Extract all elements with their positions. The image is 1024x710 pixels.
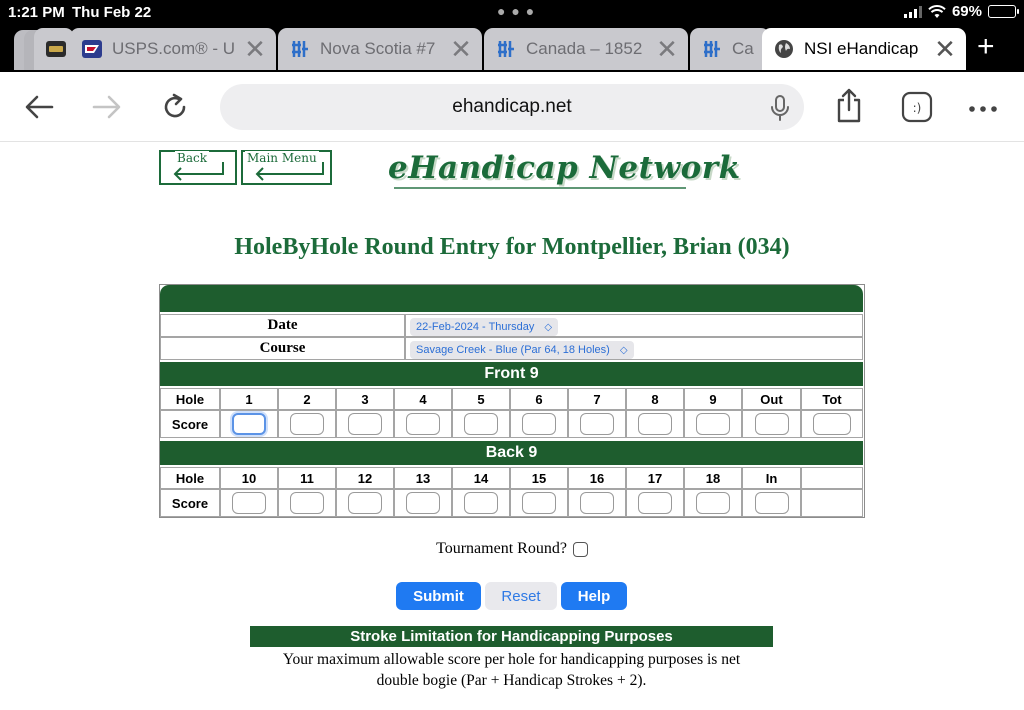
score-row-label: Score [160, 410, 220, 438]
close-tab-icon[interactable]: ✕ [656, 34, 678, 64]
back-nav-label: Back [177, 151, 207, 165]
course-label: Course [160, 337, 405, 360]
battery-percent: 69% [951, 3, 982, 20]
tab-label: NSI eHandicap [804, 39, 919, 58]
score-cell [801, 410, 863, 438]
score-input[interactable] [232, 413, 266, 435]
score-cell [394, 489, 452, 517]
close-tab-icon[interactable]: ✕ [934, 34, 956, 64]
tournament-round-checkbox[interactable] [573, 542, 588, 557]
cellular-signal-icon [904, 6, 922, 18]
tab-canada[interactable] [484, 28, 688, 70]
forward-arrow-icon[interactable] [90, 90, 124, 124]
score-cell [684, 489, 742, 517]
svg-text::): :) [912, 101, 922, 115]
score-input[interactable] [580, 492, 614, 514]
hole-number: Tot [801, 388, 863, 410]
tab-ca[interactable] [690, 28, 770, 70]
score-input[interactable] [696, 413, 730, 435]
hole-number: 17 [626, 467, 684, 489]
tournament-round-label: Tournament Round? [436, 540, 567, 557]
back-arrow-icon[interactable] [22, 90, 56, 124]
score-input[interactable] [813, 413, 851, 435]
score-cell [394, 410, 452, 438]
hole-number: 14 [452, 467, 510, 489]
tournament-round-field [0, 540, 1024, 558]
status-time: 1:21 PM [8, 4, 65, 21]
close-tab-icon[interactable]: ✕ [244, 34, 266, 64]
score-cell [626, 489, 684, 517]
hole-number: 6 [510, 388, 568, 410]
hole-number: 1 [220, 388, 278, 410]
round-entry-form [159, 284, 865, 518]
score-row-label: Score [160, 489, 220, 517]
tab-stacked[interactable] [34, 28, 74, 70]
microphone-icon[interactable] [770, 95, 790, 121]
new-tab-plus-icon[interactable]: + [977, 30, 995, 63]
main-menu-nav-label: Main Menu [247, 151, 317, 165]
score-cell [510, 489, 568, 517]
hole-header-label: Hole [160, 388, 220, 410]
usps-icon [82, 39, 102, 59]
main-menu-nav-button[interactable] [241, 150, 332, 185]
globe-icon [774, 39, 794, 59]
hole-number: 3 [336, 388, 394, 410]
tab-label: USPS.com® - U [112, 39, 236, 58]
date-label: Date [160, 314, 405, 337]
score-input[interactable] [348, 492, 382, 514]
empty-cell [801, 467, 863, 489]
score-cell [510, 410, 568, 438]
tab-nova-scotia[interactable] [278, 28, 482, 70]
front-nine-band: Front 9 [160, 362, 863, 386]
share-icon[interactable] [832, 88, 866, 122]
url-text: ehandicap.net [452, 96, 572, 117]
score-input[interactable] [464, 492, 498, 514]
stroke-limitation-note [250, 649, 773, 691]
course-cell [405, 337, 863, 360]
stroke-note-line1: Your maximum allowable score per hole for handicapping purposes is net [282, 651, 741, 668]
hash-icon [702, 39, 722, 59]
battery-icon [988, 5, 1016, 18]
hole-number: 8 [626, 388, 684, 410]
course-select[interactable] [410, 341, 634, 359]
tab-usps[interactable] [70, 28, 276, 70]
score-input[interactable] [696, 492, 730, 514]
reload-icon[interactable] [158, 90, 192, 124]
score-cell [336, 410, 394, 438]
browser-toolbar [0, 72, 1024, 142]
status-bar [0, 0, 1024, 26]
more-menu-icon[interactable] [966, 92, 1000, 126]
score-cell [278, 489, 336, 517]
hole-header-label: Hole [160, 467, 220, 489]
score-input[interactable] [232, 492, 266, 514]
back-hole-row [160, 467, 863, 489]
hole-number: 12 [336, 467, 394, 489]
date-cell [405, 314, 863, 337]
hole-number: 2 [278, 388, 336, 410]
score-input[interactable] [580, 413, 614, 435]
chevron-updown-icon: ◇ [544, 321, 553, 333]
score-input[interactable] [522, 413, 556, 435]
score-input[interactable] [290, 413, 324, 435]
score-input[interactable] [522, 492, 556, 514]
tab-label: Nova Scotia #7 [320, 39, 436, 58]
score-cell [742, 410, 801, 438]
submit-button[interactable]: Submit [396, 582, 481, 610]
hash-icon [496, 39, 516, 59]
form-header-band [160, 285, 863, 312]
usps-stacked-icon [46, 39, 66, 59]
back-nine-band: Back 9 [160, 441, 863, 465]
page-title: HoleByHole Round Entry for Montpellier, Brian (034) [234, 234, 790, 260]
score-cell [568, 410, 626, 438]
hole-number: 9 [684, 388, 742, 410]
date-select[interactable] [410, 318, 558, 336]
date-row [160, 314, 863, 337]
tab-nsi-ehandicap[interactable] [762, 28, 966, 70]
score-input[interactable] [464, 413, 498, 435]
score-input[interactable] [406, 492, 440, 514]
score-cell [568, 489, 626, 517]
score-cell [452, 410, 510, 438]
score-input[interactable] [290, 492, 324, 514]
back-nav-button[interactable] [159, 150, 237, 185]
address-bar[interactable] [220, 84, 804, 130]
hole-number: 18 [684, 467, 742, 489]
front-score-row [160, 410, 863, 438]
close-tab-icon[interactable]: ✕ [450, 34, 472, 64]
wifi-icon [928, 5, 946, 19]
hole-number: 11 [278, 467, 336, 489]
score-input[interactable] [406, 413, 440, 435]
back-score-row [160, 489, 863, 517]
score-cell [452, 489, 510, 517]
score-cell [626, 410, 684, 438]
score-input[interactable] [638, 492, 672, 514]
course-row [160, 337, 863, 360]
hole-number: 5 [452, 388, 510, 410]
score-input[interactable] [755, 413, 789, 435]
hole-number: 15 [510, 467, 568, 489]
score-cell [220, 410, 278, 438]
front-hole-row [160, 388, 863, 410]
score-input[interactable] [348, 413, 382, 435]
ehandicap-logo: eHandicap Network [388, 150, 688, 190]
hole-number: 13 [394, 467, 452, 489]
tab-label: Canada – 1852 [526, 39, 643, 58]
score-input[interactable] [638, 413, 672, 435]
empty-cell [801, 489, 863, 517]
hole-number: Out [742, 388, 801, 410]
hole-number: 4 [394, 388, 452, 410]
multitasking-dots-icon[interactable]: ● ● ● [497, 3, 536, 19]
hole-number: 10 [220, 467, 278, 489]
hash-icon [290, 39, 310, 59]
course-select-value: Savage Creek - Blue (Par 64, 18 Holes) [416, 344, 610, 356]
score-cell [278, 410, 336, 438]
score-input[interactable] [755, 492, 789, 514]
hole-number: 16 [568, 467, 626, 489]
tab-strip [0, 26, 1024, 72]
score-cell [220, 489, 278, 517]
chevron-updown-icon: ◇ [619, 344, 628, 356]
date-select-value: 22-Feb-2024 - Thursday [416, 321, 535, 333]
hole-number: 7 [568, 388, 626, 410]
score-cell [684, 410, 742, 438]
tab-label: Ca [732, 39, 754, 58]
status-date: Thu Feb 22 [72, 4, 152, 21]
hole-number: In [742, 467, 801, 489]
score-cell [742, 489, 801, 517]
extension-icon[interactable] [900, 90, 934, 124]
reset-button[interactable]: Reset [485, 582, 557, 610]
score-cell [336, 489, 394, 517]
stroke-limitation-heading: Stroke Limitation for Handicapping Purposes [250, 626, 773, 647]
stroke-note-line2: double bogie (Par + Handicap Strokes + 2). [376, 672, 647, 689]
help-button[interactable]: Help [561, 582, 627, 610]
